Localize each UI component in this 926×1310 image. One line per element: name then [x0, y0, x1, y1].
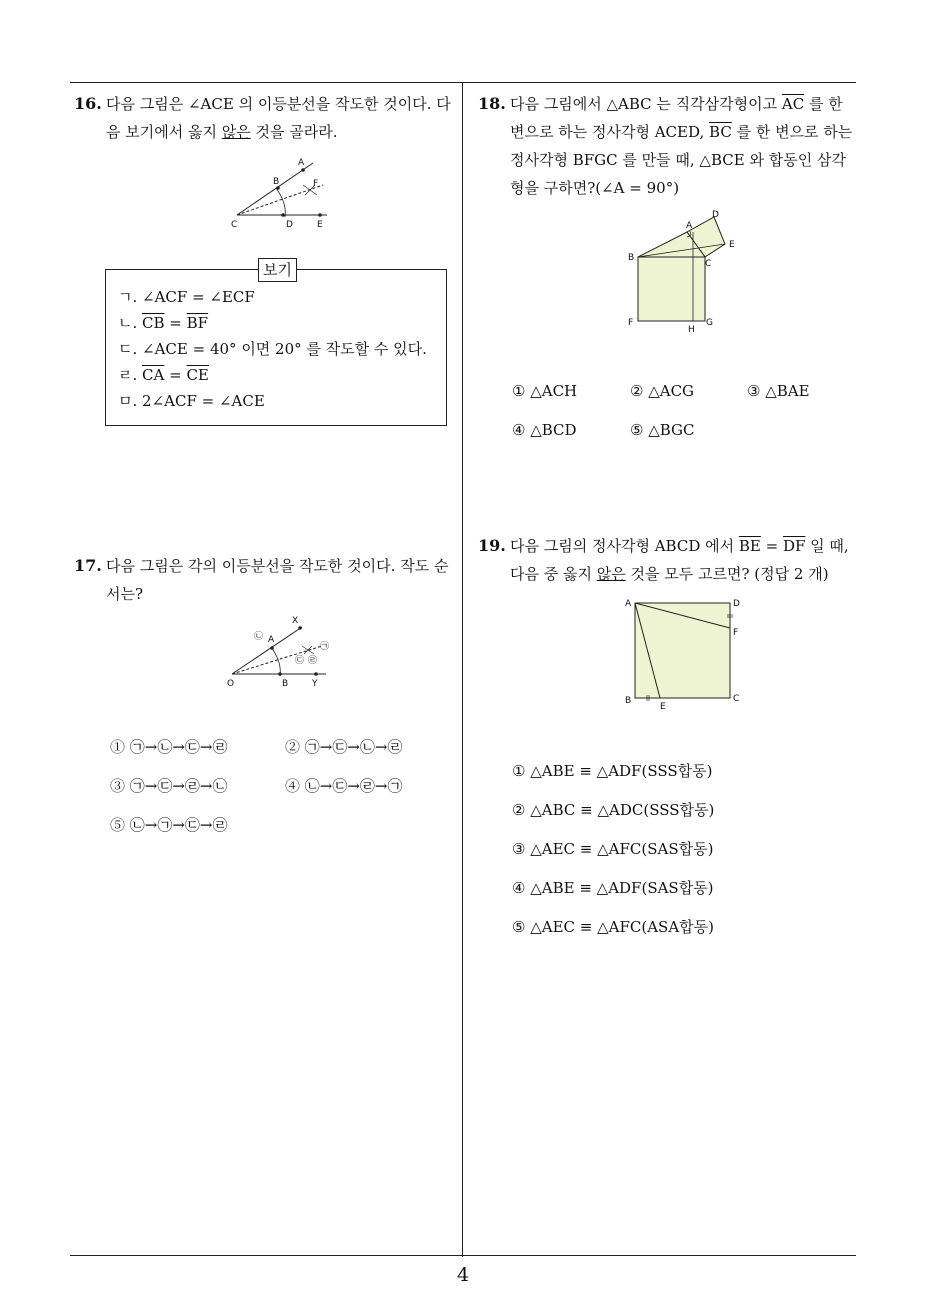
choice-1[interactable]: ① △ABE ≡ △ADF(SSS합동) [512, 762, 713, 780]
choice-2[interactable]: ② △ABC ≡ △ADC(SSS합동) [512, 801, 715, 819]
point-label: A [298, 158, 305, 168]
question-number: 17. [74, 556, 102, 575]
choice-3[interactable]: ③ △AEC ≡ △AFC(SAS합동) [512, 840, 714, 858]
choice-4[interactable]: ④ △BCD [512, 421, 577, 439]
question-text-line: 다음 중 옳지 않은 것을 모두 고르면? (정답 2 개) [510, 565, 829, 583]
point-label: E [660, 702, 666, 712]
point-label: B [625, 696, 632, 706]
point-label: D [286, 220, 293, 230]
point-label: C [231, 220, 238, 230]
bogi-item-m: ㅁ. 2∠ACF = ∠ACE [118, 392, 265, 410]
point-label: D [733, 599, 740, 609]
point-label: F [313, 179, 319, 189]
emphasis-underline: 않은 [221, 123, 251, 141]
question-text-line: 형을 구하면?(∠A = 90°) [510, 179, 680, 197]
point-label: O [227, 679, 235, 689]
point-label: E [317, 220, 323, 230]
figure-square-abcd [622, 595, 747, 717]
point-label: G [706, 318, 713, 328]
point-label: X [292, 616, 299, 626]
point-label: A [686, 221, 693, 231]
question-text-line: 다음 그림의 정사각형 ABCD 에서 $\overline{BE} = \overline{DF}$ 일 때, [510, 537, 849, 555]
point-label: D [712, 210, 719, 220]
figure-angle-bisector-ace [225, 155, 335, 239]
bogi-item-d: ㄷ. ∠ACE = 40° 이면 20° 를 작도할 수 있다. [118, 340, 427, 358]
bogi-item-g: ㄱ. ∠ACF = ∠ECF [118, 288, 255, 306]
column-divider [462, 82, 463, 1257]
point-label: B [628, 253, 635, 263]
bottom-rule [70, 1255, 856, 1256]
choice-1[interactable]: ① △ACH [512, 382, 578, 400]
choice-3[interactable]: ③ ㉠→㉢→㉣→㉡ [110, 777, 228, 795]
point-label: C [705, 259, 712, 269]
point-label: F [628, 318, 634, 328]
emphasis-underline: 않은 [596, 565, 626, 583]
page-number: 4 [456, 1264, 470, 1286]
question-number: 18. [478, 94, 506, 113]
question-text-line: 서는? [106, 585, 144, 603]
figure-angle-bisector-xoy [222, 612, 342, 698]
figure-squares-abc [620, 204, 750, 340]
point-label: F [733, 628, 739, 638]
top-rule [70, 82, 856, 83]
question-text-line: 다음 그림은 ∠ACE 의 이등분선을 작도한 것이다. 다 [106, 95, 451, 113]
question-number: 19. [478, 536, 506, 555]
point-label: A [268, 635, 275, 645]
choice-5[interactable]: ⑤ △BGC [630, 421, 695, 439]
choice-3[interactable]: ③ △BAE [747, 382, 810, 400]
bogi-title: 보기 [258, 258, 297, 282]
bogi-box [105, 261, 447, 426]
choice-1[interactable]: ① ㉠→㉡→㉢→㉣ [110, 738, 228, 756]
question-text-line: 음 보기에서 옳지 않은 것을 골라라. [106, 123, 338, 141]
point-label: A [625, 599, 632, 609]
question-number: 16. [74, 94, 102, 113]
point-label: B [282, 679, 289, 689]
question-text-line: 변으로 하는 정사각형 ACED, $\overline{BC}$ 를 한 변으로 하는 [510, 123, 853, 141]
step-marker: ㉣ [308, 656, 318, 666]
bogi-item-r: ㄹ. $\overline{CA} = \overline{CE}$ [118, 366, 209, 384]
choice-2[interactable]: ② △ACG [630, 382, 695, 400]
bogi-item-n: ㄴ. $\overline{CB} = \overline{BF}$ [118, 314, 209, 332]
step-marker: ㉡ [254, 632, 264, 642]
step-marker: ㉢ [295, 656, 305, 666]
choice-4[interactable]: ④ ㉡→㉢→㉣→㉠ [285, 777, 403, 795]
choice-4[interactable]: ④ △ABE ≡ △ADF(SAS합동) [512, 879, 714, 897]
point-label: B [273, 177, 280, 187]
step-marker: ㉠ [320, 642, 330, 652]
question-text-line: 다음 그림은 각의 이등분선을 작도한 것이다. 작도 순 [106, 557, 449, 575]
question-text-line: 정사각형 BFGC 를 만들 때, △BCE 와 합동인 삼각 [510, 151, 846, 169]
question-text-line: 다음 그림에서 △ABC 는 직각삼각형이고 $\overline{AC}$ 를 한 [510, 95, 843, 113]
choice-5[interactable]: ⑤ △AEC ≡ △AFC(ASA합동) [512, 918, 714, 936]
point-label: Y [312, 679, 318, 689]
point-label: E [729, 240, 735, 250]
choice-5[interactable]: ⑤ ㉡→㉠→㉢→㉣ [110, 816, 228, 834]
choice-2[interactable]: ② ㉠→㉢→㉡→㉣ [285, 738, 403, 756]
point-label: H [688, 325, 695, 335]
point-label: C [733, 694, 740, 704]
